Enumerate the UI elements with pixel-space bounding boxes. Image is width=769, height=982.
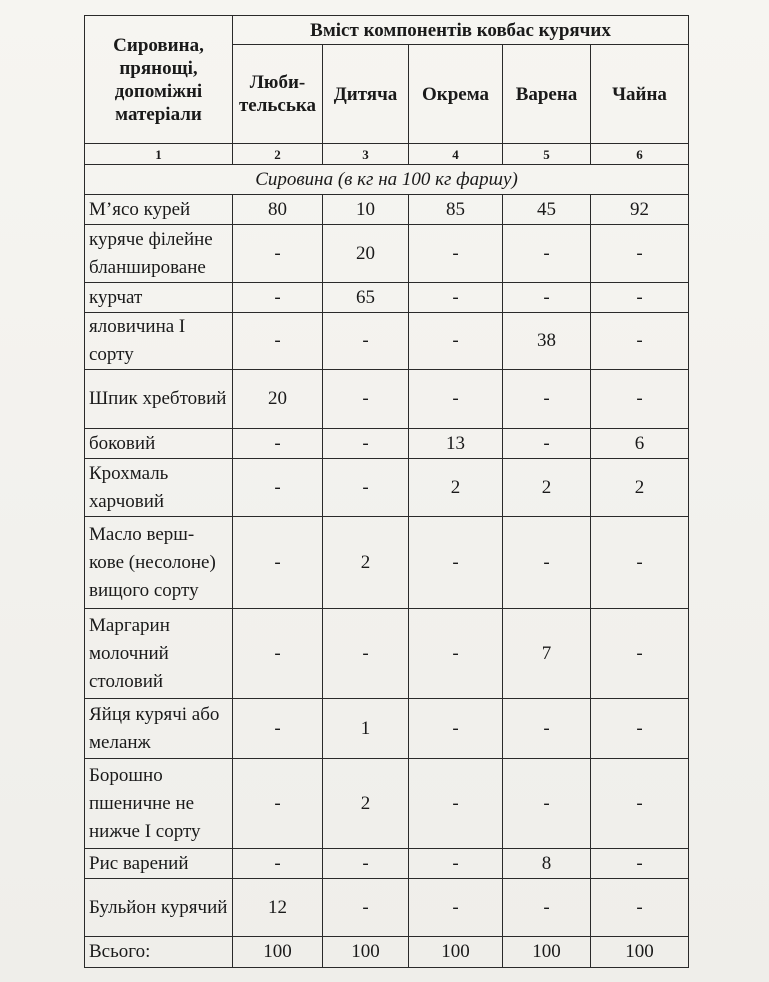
cell-value: - — [503, 879, 591, 937]
cell-value: 20 — [233, 370, 323, 429]
row-name: боковий — [85, 429, 233, 459]
header-col-lyubytelska: Люби-тельська — [233, 45, 323, 144]
header-col-dytyacha: Дитяча — [323, 45, 409, 144]
cell-value: - — [591, 699, 689, 759]
cell-value: 8 — [503, 849, 591, 879]
cell-value: 2 — [591, 459, 689, 517]
cell-value: - — [591, 313, 689, 370]
cell-value: - — [591, 225, 689, 283]
cell-value: 80 — [233, 195, 323, 225]
cell-value: - — [503, 517, 591, 609]
table-row — [85, 609, 689, 699]
cell-value: - — [409, 699, 503, 759]
row-name: яловичина I сорту — [85, 313, 233, 370]
cell-value: 7 — [503, 609, 591, 699]
cell-value: - — [409, 370, 503, 429]
cell-value: 92 — [591, 195, 689, 225]
table-row — [85, 370, 689, 429]
cell-value: - — [323, 879, 409, 937]
cell-value: - — [323, 313, 409, 370]
row-name: Рис варений — [85, 849, 233, 879]
cell-value: - — [409, 517, 503, 609]
total-row — [85, 937, 689, 968]
cell-value: - — [233, 225, 323, 283]
table-row — [85, 313, 689, 370]
cell-value: - — [409, 283, 503, 313]
cell-value: - — [323, 849, 409, 879]
column-number: 6 — [591, 144, 689, 165]
cell-value: - — [233, 759, 323, 849]
row-name: куряче філейне бланшироване — [85, 225, 233, 283]
column-number: 3 — [323, 144, 409, 165]
table-row — [85, 699, 689, 759]
cell-value: - — [233, 313, 323, 370]
cell-value: - — [409, 849, 503, 879]
cell-value: - — [233, 609, 323, 699]
total-value: 100 — [409, 937, 503, 968]
header-col-okrema: Окрема — [409, 45, 503, 144]
table-row — [85, 849, 689, 879]
sausage-composition-table — [84, 15, 689, 968]
cell-value: - — [323, 370, 409, 429]
cell-value: 6 — [591, 429, 689, 459]
cell-value: - — [503, 699, 591, 759]
cell-value: - — [233, 849, 323, 879]
cell-value: - — [503, 370, 591, 429]
column-number: 4 — [409, 144, 503, 165]
table-row — [85, 195, 689, 225]
table-row — [85, 517, 689, 609]
cell-value: 10 — [323, 195, 409, 225]
column-numbers-row — [85, 144, 689, 165]
row-name: Масло верш-кове (несолоне) вищого сорту — [85, 517, 233, 609]
cell-value: 38 — [503, 313, 591, 370]
cell-value: - — [409, 313, 503, 370]
cell-value: 45 — [503, 195, 591, 225]
cell-value: - — [233, 283, 323, 313]
cell-value: - — [323, 459, 409, 517]
cell-value: 20 — [323, 225, 409, 283]
header-col-chaina: Чайна — [591, 45, 689, 144]
header-raw-materials: Сировина, прянощі, допоміжні матеріали — [85, 16, 233, 144]
row-name: Шпик хребтовий — [85, 370, 233, 429]
total-label: Всього: — [85, 937, 233, 968]
cell-value: - — [503, 429, 591, 459]
cell-value: - — [409, 609, 503, 699]
cell-value: - — [409, 225, 503, 283]
column-number: 2 — [233, 144, 323, 165]
cell-value: - — [591, 517, 689, 609]
row-name: Маргарин молочний столовий — [85, 609, 233, 699]
row-name: Крохмаль харчовий — [85, 459, 233, 517]
cell-value: - — [233, 699, 323, 759]
table-row — [85, 459, 689, 517]
cell-value: 1 — [323, 699, 409, 759]
cell-value: - — [591, 879, 689, 937]
row-name: Яйця курячі або меланж — [85, 699, 233, 759]
cell-value: - — [591, 759, 689, 849]
cell-value: 2 — [409, 459, 503, 517]
cell-value: - — [233, 429, 323, 459]
cell-value: - — [233, 459, 323, 517]
cell-value: - — [233, 517, 323, 609]
row-name: М’ясо курей — [85, 195, 233, 225]
cell-value: - — [591, 370, 689, 429]
table-row — [85, 429, 689, 459]
total-value: 100 — [591, 937, 689, 968]
cell-value: 65 — [323, 283, 409, 313]
cell-value: - — [591, 609, 689, 699]
cell-value: 2 — [323, 517, 409, 609]
cell-value: - — [409, 759, 503, 849]
cell-value: - — [591, 849, 689, 879]
cell-value: - — [323, 429, 409, 459]
total-value: 100 — [233, 937, 323, 968]
section-title: Сировина (в кг на 100 кг фаршу) — [85, 165, 689, 195]
column-number: 5 — [503, 144, 591, 165]
header-group: Вміст компонентів ковбас курячих — [233, 16, 689, 45]
header-col-varena: Варена — [503, 45, 591, 144]
table-row — [85, 879, 689, 937]
cell-value: 2 — [503, 459, 591, 517]
column-number: 1 — [85, 144, 233, 165]
cell-value: - — [409, 879, 503, 937]
table-row — [85, 283, 689, 313]
cell-value: - — [591, 283, 689, 313]
cell-value: - — [503, 225, 591, 283]
total-value: 100 — [323, 937, 409, 968]
section-row — [85, 165, 689, 195]
row-name: Бульйон курячий — [85, 879, 233, 937]
cell-value: 13 — [409, 429, 503, 459]
total-value: 100 — [503, 937, 591, 968]
cell-value: 2 — [323, 759, 409, 849]
cell-value: - — [503, 283, 591, 313]
table-row — [85, 225, 689, 283]
row-name: курчат — [85, 283, 233, 313]
cell-value: 85 — [409, 195, 503, 225]
cell-value: - — [503, 759, 591, 849]
table-row — [85, 759, 689, 849]
row-name: Борошно пшеничне не нижче I сорту — [85, 759, 233, 849]
cell-value: 12 — [233, 879, 323, 937]
cell-value: - — [323, 609, 409, 699]
